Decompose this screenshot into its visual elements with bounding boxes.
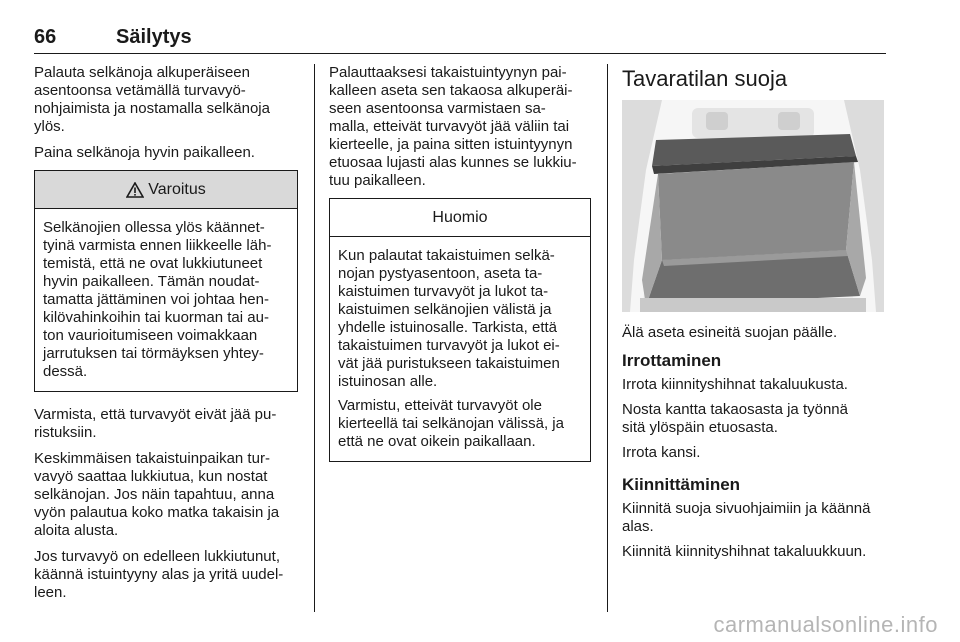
cargo-cover-image [622, 100, 884, 312]
text-line: nohjaimista ja nostamalla selkänoja [34, 100, 270, 117]
paragraph-restore-cushion [329, 64, 591, 190]
header-rule [34, 53, 886, 54]
removal-heading: Irrottaminen [622, 351, 722, 370]
removal-step-1: Irrota kiinnityshihnat takaluukusta. [622, 376, 848, 393]
text-line: Varmistu, etteivät turvavyöt ole [338, 397, 542, 414]
note-paragraph-1 [338, 247, 582, 391]
text-line: kaistuimen selkänojien välistä ja [338, 301, 552, 318]
fitting-step-1 [622, 500, 886, 536]
warning-triangle-icon [126, 182, 144, 198]
note-paragraph-2 [338, 397, 582, 451]
text-line: etuosaa lujasti alas kunnes se lukkiu- [329, 154, 577, 171]
text-line: malla, etteivät turvavyöt jää väliin tai [329, 118, 570, 135]
column-1 [34, 64, 298, 610]
text-line: vyön palautua koko matka takaisin ja [34, 504, 280, 521]
warning-header [35, 171, 297, 209]
removal-step-2 [622, 401, 886, 437]
text-line: Nosta kantta takaosasta ja työnnä [622, 401, 848, 418]
text-line: hyvin paikalleen. Tämän noudat- [43, 273, 260, 290]
text-line: tuu paikalleen. [329, 172, 426, 189]
text-line: kierteelle, ja paina sitten istuintyynyn [329, 136, 573, 153]
warning-text [43, 219, 289, 381]
text-line: takaistuimen turvavyöt ja lukot ei- [338, 337, 560, 354]
paragraph-belt-still-locked [34, 548, 298, 602]
column-divider-2 [607, 64, 608, 612]
paragraph-press-backrest: Paina selkänoja hyvin paikalleen. [34, 144, 255, 161]
text-line: tamatta jättäminen voi johtaa hen- [43, 291, 269, 308]
text-line: Palauta selkänoja alkuperäiseen [34, 64, 250, 81]
page-number: 66 [34, 26, 57, 48]
text-line: kaistuimen turvavyöt ja lukot ta- [338, 283, 549, 300]
note-box [329, 198, 591, 462]
text-line: ylös. [34, 118, 65, 135]
text-line: tyinä varmista ennen liikkeelle läh- [43, 237, 272, 254]
text-line: alas. [622, 518, 654, 535]
text-line: kalleen aseta sen takaosa alkuperäi- [329, 82, 573, 99]
paragraph-restore-backrest [34, 64, 298, 136]
text-line: asentoonsa vetämällä turvavyö- [34, 82, 246, 99]
note-body [330, 237, 590, 461]
text-line: jarrutuksen tai törmäyksen yhtey- [43, 345, 264, 362]
text-line: istuinosan alle. [338, 373, 438, 390]
fitting-heading: Kiinnittäminen [622, 475, 741, 494]
paragraph-center-belt [34, 450, 298, 540]
text-line: nojan pystyasentoon, aseta ta- [338, 265, 543, 282]
text-line: käännä istuintyyny alas ja yritä uudel- [34, 566, 284, 583]
page-header [34, 26, 886, 50]
text-line: Varmista, että turvavyöt eivät jää pu- [34, 406, 277, 423]
watermark: carmanualsonline.info [713, 612, 938, 637]
text-line: temistä, että ne ovat lukkiutuneet [43, 255, 263, 272]
text-line: dessä. [43, 363, 88, 380]
text-line: Selkänojien ollessa ylös käännet- [43, 219, 265, 236]
warning-box [34, 170, 298, 392]
text-line: seen asentoonsa varmistaen sa- [329, 100, 546, 117]
text-line: Kiinnitä suoja sivuohjaimiin ja käännä [622, 500, 871, 517]
column-3 [622, 64, 886, 568]
column-2 [329, 64, 591, 476]
photo-caption: Älä aseta esineitä suojan päälle. [622, 324, 838, 341]
text-line: aloita alusta. [34, 522, 119, 539]
text-line: vät jää puristukseen takaistuimen [338, 355, 560, 372]
text-line: leen. [34, 584, 67, 601]
text-line: Keskimmäisen takaistuinpaikan tur- [34, 450, 270, 467]
text-line: kilövahinkoihin tai kuorman tai au- [43, 309, 269, 326]
fitting-step-2: Kiinnitä kiinnityshihnat takaluukkuun. [622, 543, 867, 560]
note-header [330, 199, 590, 237]
text-line: että ne ovat oikein paikallaan. [338, 433, 536, 450]
warning-body [35, 209, 297, 391]
column-divider-1 [314, 64, 315, 612]
note-title: Huomio [432, 208, 488, 226]
text-line: kierteellä tai selkänojan välissä, ja [338, 415, 564, 432]
section-title: Tavaratilan suoja [622, 66, 788, 91]
warning-title: Varoitus [148, 180, 206, 198]
text-line: yhdelle istuinosalle. Tarkista, että [338, 319, 558, 336]
text-line: sitä ylöspäin etuosasta. [622, 419, 778, 436]
text-line: ristuksiin. [34, 424, 97, 441]
page-title: Säilytys [116, 26, 192, 48]
text-line: ton vaurioitumiseen voimakkaan [43, 327, 258, 344]
text-line: vavyö saattaa lukkiutua, kun nostat [34, 468, 268, 485]
text-line: Kun palautat takaistuimen selkä- [338, 247, 555, 264]
removal-step-3: Irrota kansi. [622, 444, 701, 461]
text-line: Jos turvavyö on edelleen lukkiutunut, [34, 548, 280, 565]
text-line: Palauttaaksesi takaistuintyynyn pai- [329, 64, 567, 81]
text-line: selkänojan. Jos näin tapahtuu, anna [34, 486, 275, 503]
paragraph-belts-not-crossed [34, 406, 298, 442]
cargo-cover-photo [622, 100, 884, 312]
